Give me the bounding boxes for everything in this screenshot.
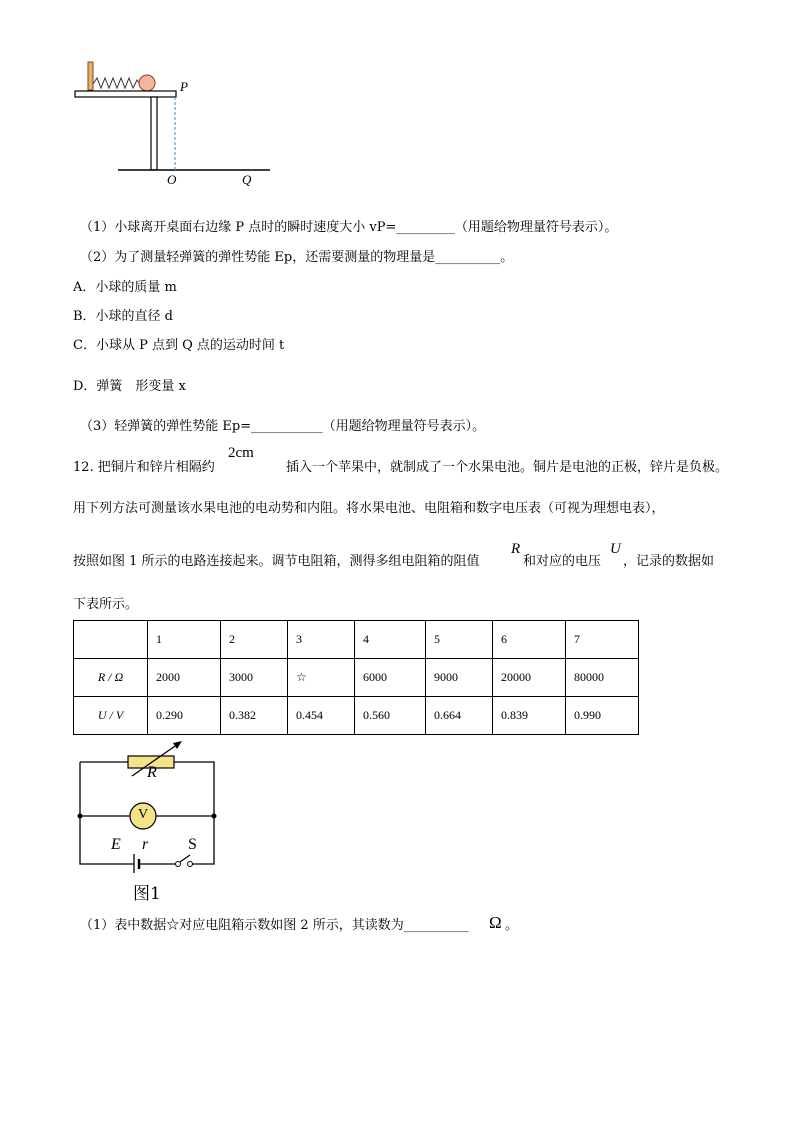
table-cell: 3000 xyxy=(221,659,288,697)
circuit-label-e: E xyxy=(111,836,121,853)
q12-symbol-r: R xyxy=(511,541,521,557)
table-cell: 6000 xyxy=(355,659,426,697)
circuit-label-s: S xyxy=(188,836,197,853)
table-cell: 2 xyxy=(221,621,288,659)
switch-lever xyxy=(180,855,190,862)
junction-dot xyxy=(212,814,217,819)
voltmeter-label: V xyxy=(138,807,149,822)
table-cell: 9000 xyxy=(426,659,493,697)
tabletop xyxy=(75,91,176,97)
q12-line3a: 按照如图 1 所示的电路连接起来。调节电阻箱，测得多组电阻箱的阻值 xyxy=(73,554,480,569)
q12-line2: 用下列方法可测量该水果电池的电动势和内阻。将水果电池、电阻箱和数字电压表（可视为理想电表）， xyxy=(73,501,665,516)
table-cell: 0.990 xyxy=(566,697,639,735)
table-row xyxy=(74,621,639,659)
table-cell: ☆ xyxy=(288,659,355,697)
label-o: O xyxy=(167,172,177,187)
q12-line1b: 插入一个苹果中，就制成了一个水果电池。铜片是电池的正极，锌片是负极。 xyxy=(286,460,729,475)
table-cell: 80000 xyxy=(566,659,639,697)
q12-line1a: 12. 把铜片和锌片相隔约 xyxy=(73,460,215,475)
junction-dot xyxy=(78,814,83,819)
circuit-diagram xyxy=(72,738,232,873)
ohm-unit: Ω xyxy=(489,913,502,932)
table-cell: 0.382 xyxy=(221,697,288,735)
label-p: P xyxy=(180,79,188,94)
q12-symbol-u: U xyxy=(610,541,621,557)
q12-line3c: ，记录的数据如 xyxy=(623,554,715,569)
q12-sub1-end: 。 xyxy=(505,918,519,933)
q12-line4: 下表所示。 xyxy=(73,597,139,612)
figure-caption: 图1 xyxy=(133,884,161,904)
q11-option-d: D．弹簧 形变量 x xyxy=(73,379,186,394)
q12-distance: 2cm xyxy=(228,445,254,461)
q12-line3b: 和对应的电压 xyxy=(523,554,602,569)
table-cell: 0.664 xyxy=(426,697,493,735)
switch-contact xyxy=(176,862,181,867)
table-cell: 0.290 xyxy=(148,697,221,735)
ball xyxy=(139,75,155,91)
table-cell: 6 xyxy=(493,621,566,659)
table-leg xyxy=(151,97,157,170)
q11-option-b: B．小球的直径 d xyxy=(73,309,174,324)
spring xyxy=(93,78,140,88)
q11-option-c: C．小球从 P 点到 Q 点的运动时间 t xyxy=(73,338,285,353)
table-cell: 3 xyxy=(288,621,355,659)
q12-sub1: （1）表中数据☆对应电阻箱示数如图 2 所示，其读数为__________ xyxy=(80,918,469,933)
table-cell: 7 xyxy=(566,621,639,659)
table-cell: 2000 xyxy=(148,659,221,697)
table-cell: 0.839 xyxy=(493,697,566,735)
table-cell xyxy=(74,621,148,659)
wall-block xyxy=(88,62,93,90)
table-cell: 0.454 xyxy=(288,697,355,735)
q11-part2: （2）为了测量轻弹簧的弹性势能 Ep，还需要测量的物理量是__________。 xyxy=(80,250,514,265)
circuit-wire-top xyxy=(80,762,134,864)
q11-part3: （3）轻弹簧的弹性势能 Ep=___________（用题给物理量符号表示）。 xyxy=(80,419,486,434)
spring-ball-table-figure xyxy=(70,58,280,188)
q11-option-a: A．小球的质量 m xyxy=(73,280,177,295)
table-cell: U / V xyxy=(74,697,148,735)
circuit-label-r-internal: r xyxy=(142,836,149,853)
table-cell: 5 xyxy=(426,621,493,659)
q11-part1: （1）小球离开桌面右边缘 P 点时的瞬时速度大小 vP=_________（用题给物理量符号表示）。 xyxy=(80,220,618,235)
table-cell: R / Ω xyxy=(74,659,148,697)
switch-contact xyxy=(188,862,193,867)
table-cell: 1 xyxy=(148,621,221,659)
label-q: Q xyxy=(242,172,252,187)
circuit-label-r: R xyxy=(147,764,157,781)
table-cell: 20000 xyxy=(493,659,566,697)
arrow-head xyxy=(173,741,182,749)
data-table xyxy=(73,620,639,735)
table-row xyxy=(74,697,639,735)
table-cell: 0.560 xyxy=(355,697,426,735)
table-cell: 4 xyxy=(355,621,426,659)
table-row xyxy=(74,659,639,697)
